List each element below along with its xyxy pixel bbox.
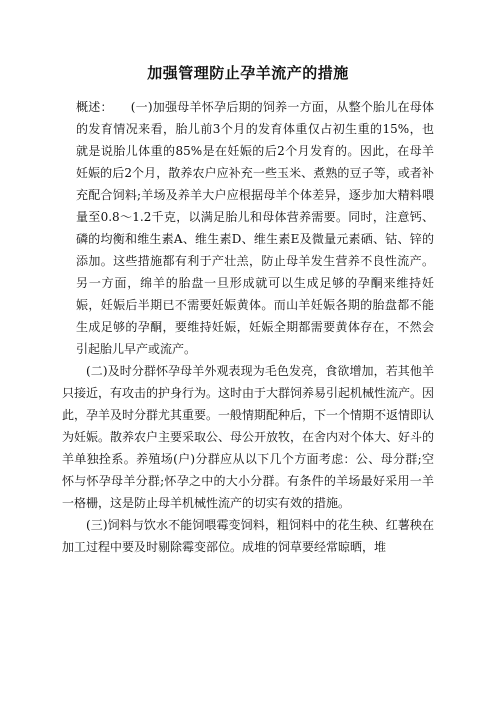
overview-label: 概述： bbox=[76, 100, 113, 114]
document-page bbox=[62, 62, 434, 558]
paragraph-2: (二)及时分群怀孕母羊外观表现为毛色发亮，食欲增加，若其他羊只接近，有攻击的护身行为。这时由于大群饲养易引起机械性流产。因此，孕羊及时分群尤其重要。一般情期配种后，下一个情期不返情即认为妊娠。散养农户主要采取公、母公开放牧，在舍内对个体大、好斗的羊单独拴系。养殖场(户)分群应从以下几个方面考虑：公、母分群;空怀与怀孕母羊分群;怀孕之中的大小分群。有条件的羊场最好采用一羊一格栅，这是防止母羊机械性流产的切实有效的措施。 bbox=[62, 364, 435, 510]
paragraph-3: (三)饲料与饮水不能饲喂霉变饲料，粗饲料中的花生秧、红薯秧在加工过程中要及时剔除霉变部位。成堆的饲草要经常晾晒，堆 bbox=[62, 518, 434, 554]
document-body bbox=[62, 96, 434, 558]
paragraph-overview bbox=[62, 96, 434, 360]
document-title: 加强管理防止孕羊流产的措施 bbox=[147, 64, 349, 82]
paragraph-1-text: (一)加强母羊怀孕后期的饲养一方面，从整个胎儿在母体的发育情况来看，胎儿前3个月的发育体重仅占初生重的15%，也就是说胎儿体重的85%是在妊娠的后2个月发育的。因此，在母羊妊娠的后2个月，散养农户应补充一些玉米、煮熟的豆子等，或者补充配合饲料;羊场及养羊大户应根据母羊个体差异，逐步加大精料喂量至0.8～1.2千克，以满足胎儿和母体营养需要。同时，注意钙、磷的均衡和维生素A、维生素D、维生素E及微量元素硒、钴、锌的添加。这些措施都有利于产壮羔，防止母羊发生营养不良性流产。另一方面，绵羊的胎盘一旦形成就可以生成足够的孕酮来维持妊娠，妊娠后半期已不需要妊娠黄体。而山羊妊娠各期的胎盘都不能生成足够的孕酮，要维持妊娠，妊娠全期都需要黄体存在，不然会引起胎儿早产或流产。 bbox=[76, 100, 434, 356]
